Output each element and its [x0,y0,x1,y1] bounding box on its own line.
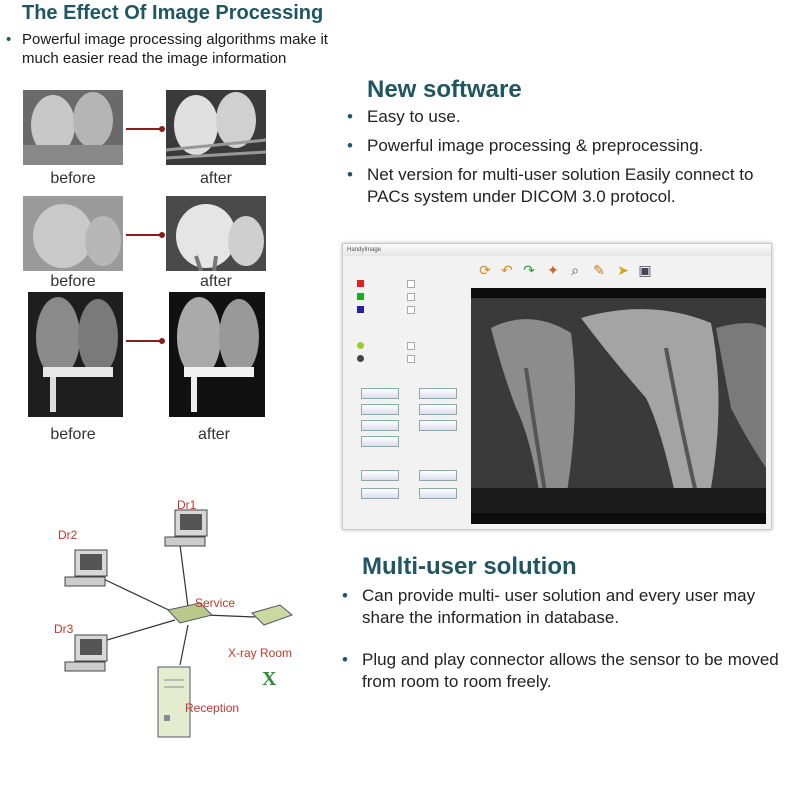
computer-icon [65,550,107,586]
save-icon[interactable]: ▣ [638,262,652,278]
xray-after-3 [169,292,265,417]
effect-bullet-line1: Powerful image processing algorithms make it [22,31,328,48]
app-window [342,243,772,530]
control-panel [349,260,465,522]
xray-room-label: X-ray Room [228,646,293,660]
dr2-label: Dr2 [58,528,78,542]
checkbox[interactable] [407,280,415,288]
dr1-label: Dr1 [177,498,197,512]
panel-button[interactable] [361,488,399,499]
ns-item-3: • Net version for multi-user solution Easily connect to PACs system under DICOM 3.0 protocol. [347,165,754,206]
connector-3 [126,340,162,342]
xray-before-3 [28,292,123,417]
effect-title: The Effect Of Image Processing [22,2,324,24]
service-label: Service [195,596,236,610]
multi-user-list [340,585,779,693]
pencil-icon[interactable]: ✎ [593,262,605,278]
xray-after-1 [166,90,266,165]
xray-viewer[interactable] [471,288,766,524]
panel-button[interactable] [361,404,399,415]
multi-user-title: Multi-user solution [362,553,577,580]
magnifier-icon[interactable]: ⌕ [571,262,579,278]
panel-button[interactable] [361,420,399,431]
new-software-title: New software [367,76,522,103]
checkbox[interactable] [407,293,415,301]
panel-button[interactable] [419,420,457,431]
x-mark: X [262,668,277,690]
checkbox[interactable] [407,306,415,314]
new-software-list [345,106,775,208]
arrow-icon[interactable]: ➤ [617,262,629,278]
effect-bullet: • Powerful image processing algorithms make it much easier read the image information [6,31,328,67]
pin-icon[interactable]: ✦ [547,262,559,278]
blue-swatch[interactable] [357,306,364,313]
panel-button[interactable] [361,436,399,447]
panel-button[interactable] [361,388,399,399]
panel-button[interactable] [419,488,457,499]
checkbox[interactable] [407,342,415,350]
label-before-2: before [50,273,96,290]
dr3-label: Dr3 [54,622,74,636]
red-swatch[interactable] [357,280,364,287]
brightness-icon [357,342,364,349]
refresh-icon[interactable]: ⟳ [479,262,491,278]
app-window-title: HandyImage [343,244,771,256]
connector-2 [126,234,162,236]
checkbox[interactable] [407,355,415,363]
label-after-3: after [197,426,230,443]
panel-button[interactable] [419,470,457,481]
green-swatch[interactable] [357,293,364,300]
network-diagram [40,495,320,750]
ns-item-2: • Powerful image processing & preprocessing. [347,136,704,155]
xray-before-1 [23,90,123,165]
connector-1 [126,128,162,130]
label-before-1: before [50,170,96,187]
label-before-3: before [50,426,96,443]
effect-bullet-line2: much easier read the image information [22,50,287,67]
ns-item-1: • Easy to use. [347,107,461,126]
panel-button[interactable] [419,388,457,399]
undo-icon[interactable]: ↶ [501,262,513,278]
sensor-icon [252,605,292,625]
contrast-icon [357,355,364,362]
computer-icon [65,635,107,671]
reception-label: Reception [185,701,240,715]
mu-item-2: • Plug and play connector allows the sensor to be moved from room to room freely. [342,650,779,691]
panel-button[interactable] [361,470,399,481]
label-after-2: after [199,273,232,290]
computer-icon [165,510,207,546]
panel-button[interactable] [419,404,457,415]
redo-icon[interactable]: ↷ [523,262,535,278]
xray-before-2 [23,196,123,271]
image-toolbar [471,258,766,282]
mu-item-1: • Can provide multi- user solution and every user may share the information in database. [342,586,756,627]
xray-after-2 [166,196,266,271]
label-after-1: after [199,170,232,187]
